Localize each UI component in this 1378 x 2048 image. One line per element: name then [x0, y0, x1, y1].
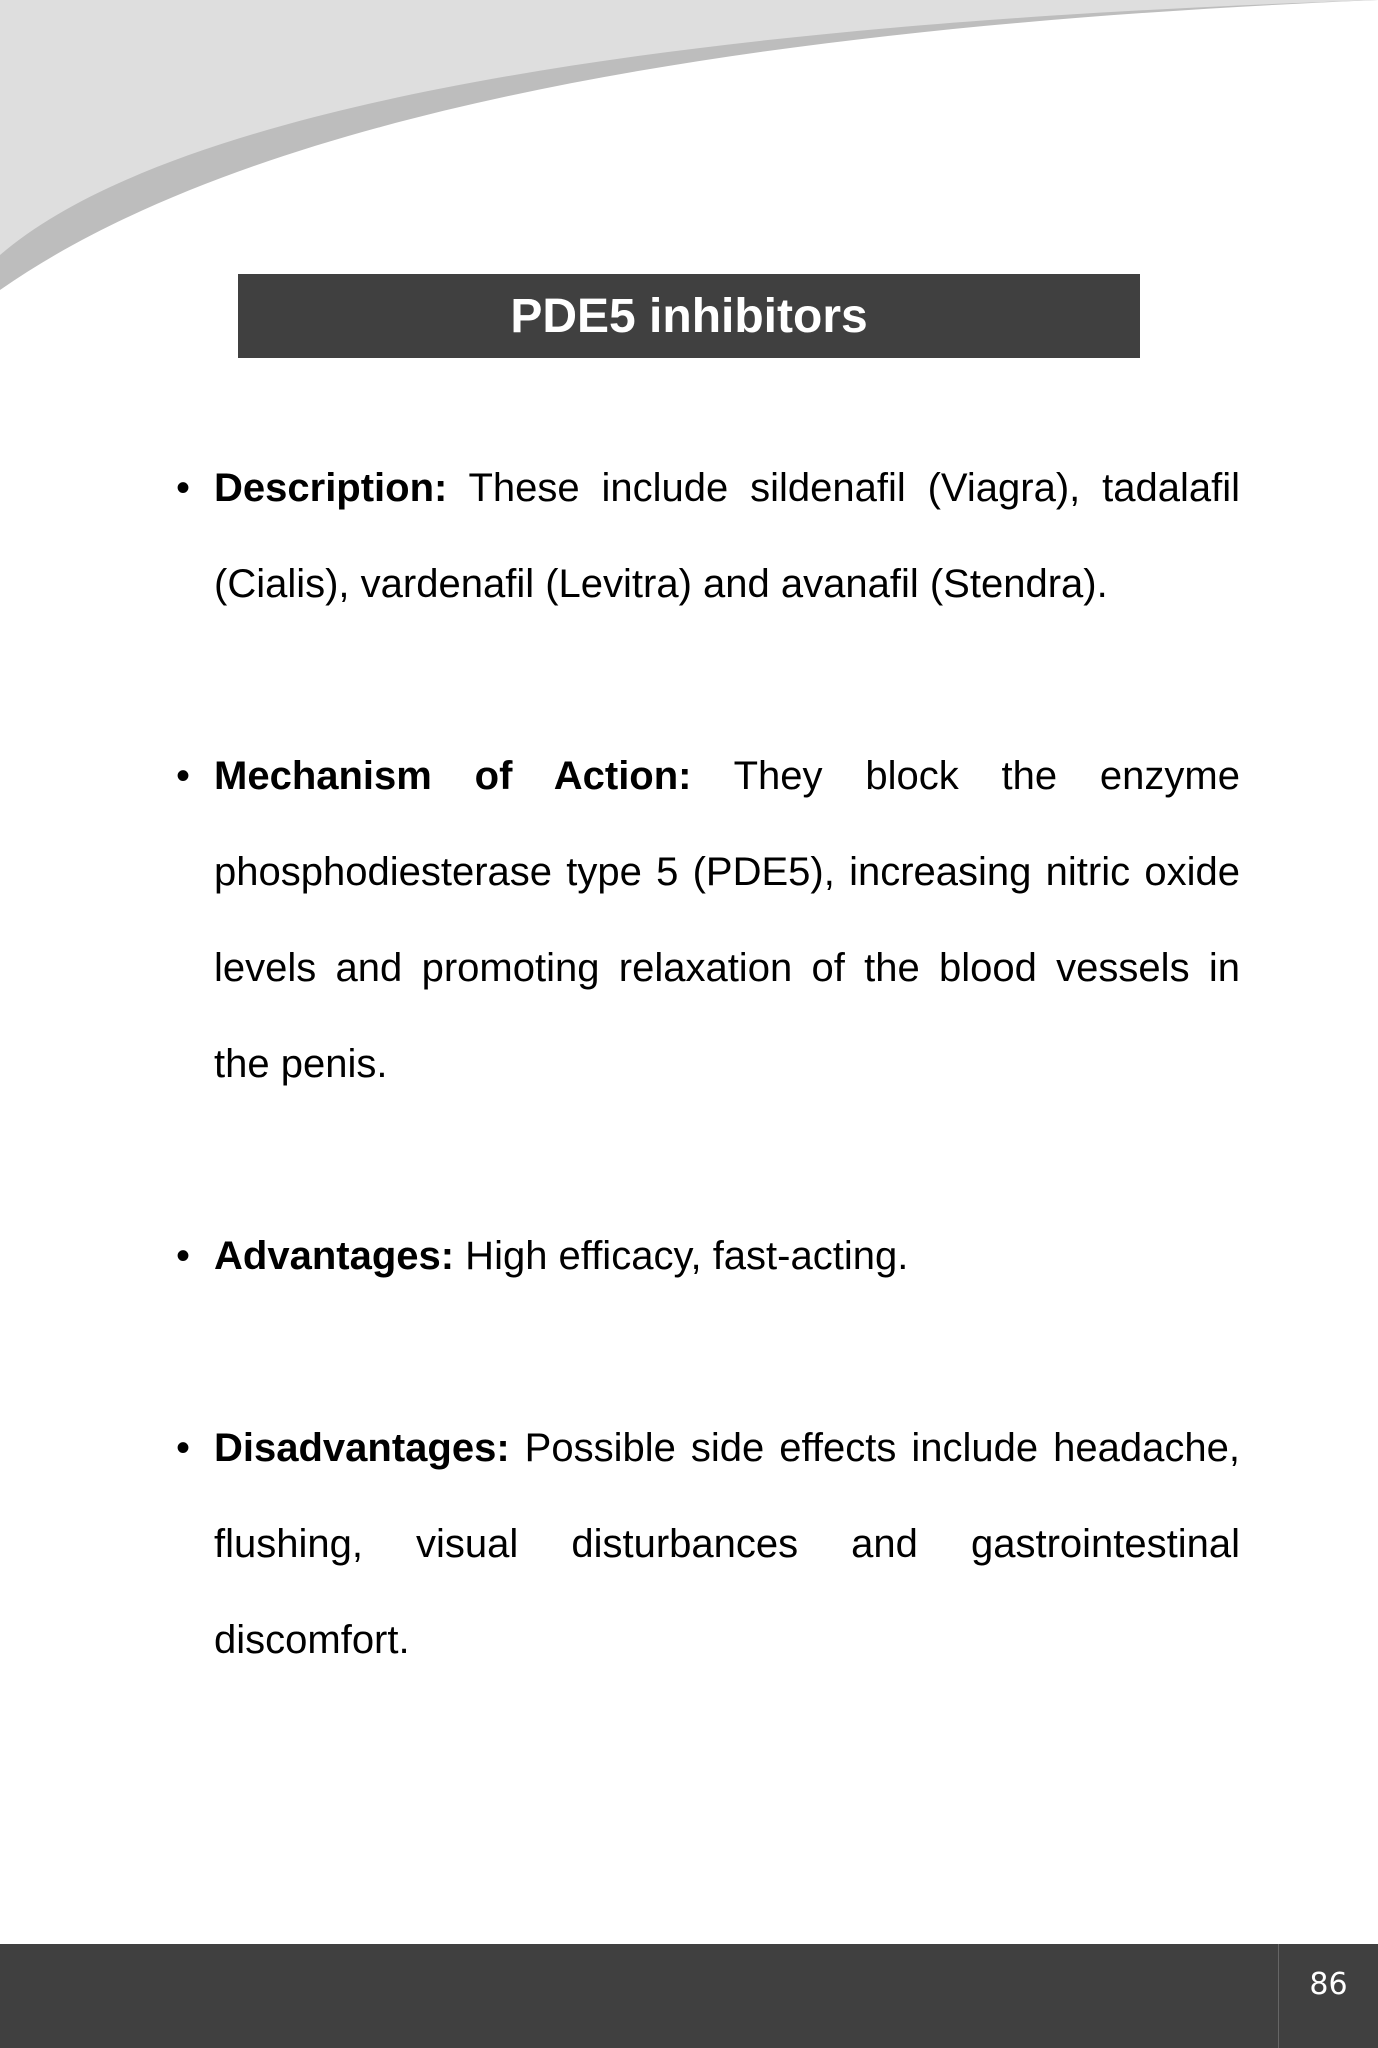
bullet-icon: •	[176, 1234, 191, 1278]
list-item-advantages	[170, 1208, 1240, 1304]
decorative-curve	[0, 0, 1378, 300]
item-label: Description:	[214, 466, 448, 510]
list-item-description	[170, 440, 1240, 632]
item-text: They block the enzyme phosphodiesterase type 5 (PDE5), increasing nitric oxide levels and promoting relaxation of the blood vessels in the penis.	[214, 754, 1240, 1086]
spacer	[170, 632, 1240, 728]
item-text: High efficacy, fast-acting.	[454, 1234, 909, 1278]
list-item-disadvantages	[170, 1400, 1240, 1688]
spacer	[170, 1304, 1240, 1400]
curve-fill	[0, 0, 1378, 255]
bullet-icon: •	[176, 466, 191, 510]
page-title: PDE5 inhibitors	[510, 289, 868, 343]
item-label: Mechanism of Action:	[214, 754, 692, 798]
page-number: 86	[1309, 1966, 1348, 2002]
bullet-icon: •	[176, 1426, 191, 1470]
bullet-list	[170, 440, 1240, 1688]
footer-bar	[0, 1944, 1378, 2048]
item-text: Possible side effects include headache, flushing, visual disturbances and gastrointestinal discomfort.	[214, 1426, 1240, 1662]
list-item-mechanism	[170, 728, 1240, 1112]
item-label: Disadvantages:	[214, 1426, 510, 1470]
item-text: These include sildenafil (Viagra), tadalafil (Cialis), vardenafil (Levitra) and avanafil (Stendra).	[214, 466, 1240, 606]
bullet-icon: •	[176, 754, 191, 798]
item-label: Advantages:	[214, 1234, 455, 1278]
title-banner	[238, 274, 1140, 358]
spacer	[170, 1112, 1240, 1208]
